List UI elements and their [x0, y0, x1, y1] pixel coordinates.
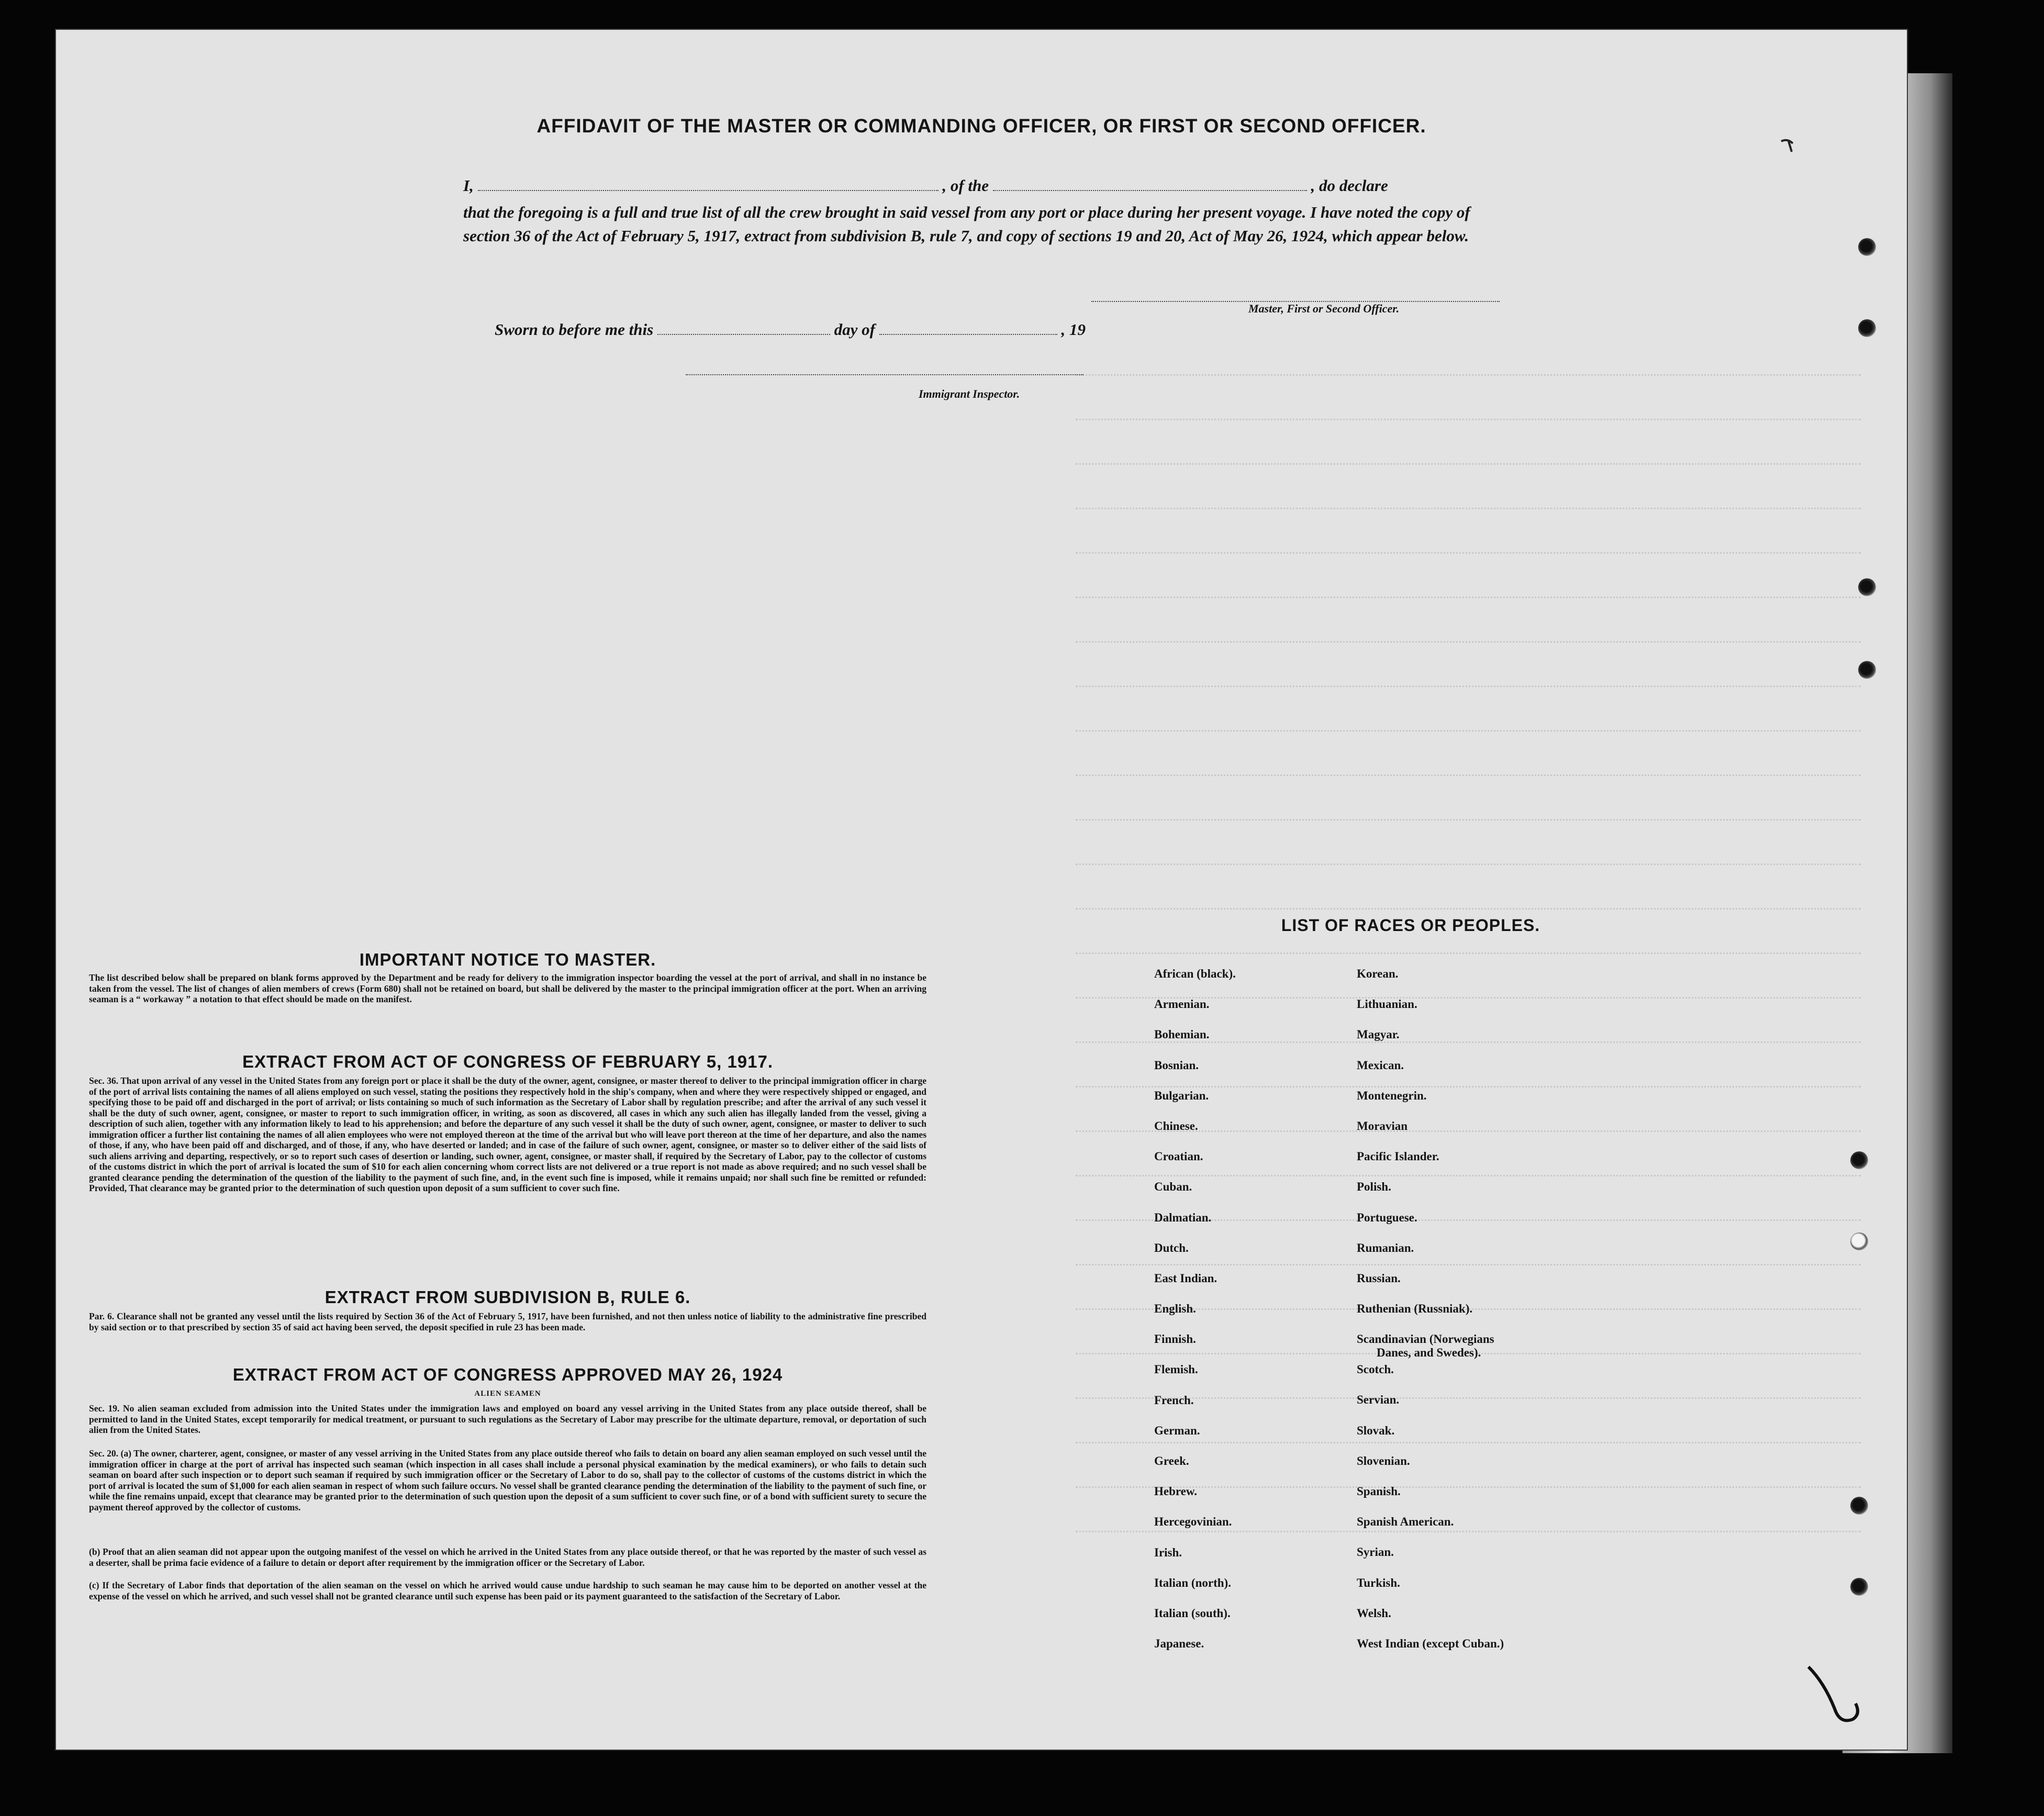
corner-mark-icon — [1777, 136, 1798, 157]
punch-hole-icon — [1858, 578, 1876, 596]
race-left-item: Bosnian. — [1154, 1058, 1199, 1072]
extract-1924-sec20b: (b) Proof that an alien seaman did not appear upon the outgoing manifest of the vessel on which he arrived in the United States from any place outside thereof, or that he was reported by the master of such vessel as a deserter, shall be prima facie evidence of a failure to detain or deport after requirement by the immigration officer or the Secretary of Labor. — [89, 1546, 926, 1568]
race-right-item: Pacific Islander. — [1357, 1150, 1439, 1163]
extract-1924-sec19: Sec. 19. No alien seaman excluded from admission into the United States under the immigration laws and employed on board any vessel arriving in the United States from any place outside thereof, shall be permitted to land in the United States, except temporarily for medical treatment, or pursuant to such regulations as the Secretary of Labor may prescribe for the ultimate departure, removal, or deportation of such alien from the United States. — [89, 1403, 926, 1435]
race-left-item: Croatian. — [1154, 1150, 1203, 1163]
race-left-item: Finnish. — [1154, 1332, 1196, 1346]
extract-rule6-title: EXTRACT FROM SUBDIVISION B, RULE 6. — [325, 1287, 691, 1307]
punch-hole-icon — [1850, 1497, 1868, 1515]
race-left-item: French. — [1154, 1393, 1194, 1407]
sworn-day-field[interactable] — [657, 319, 830, 335]
race-left-item: German. — [1154, 1423, 1200, 1437]
inspector-signature-line[interactable] — [686, 374, 1084, 375]
extract-1917-title: EXTRACT FROM ACT OF CONGRESS OF FEBRUARY 5, 1917. — [242, 1052, 774, 1071]
race-right-item: Moravian — [1357, 1119, 1408, 1133]
extract-1924-subtitle: ALIEN SEAMEN — [474, 1389, 541, 1398]
race-right-item: Mexican. — [1357, 1058, 1404, 1072]
race-right-item: Spanish. — [1357, 1485, 1401, 1498]
races-left-column — [1154, 967, 1353, 1667]
declarant-name-field[interactable] — [478, 175, 939, 191]
race-left-item: Flemish. — [1154, 1363, 1198, 1376]
race-right-item: Turkish. — [1357, 1576, 1400, 1589]
notice-title: IMPORTANT NOTICE TO MASTER. — [359, 950, 656, 969]
sworn-line — [495, 319, 1280, 339]
race-right-item: Servian. — [1357, 1393, 1400, 1407]
race-left-item: Italian (north). — [1154, 1576, 1231, 1589]
extract-1924-sec20a: Sec. 20. (a) The owner, charterer, agent, consignee, or master of any vessel arriving in the United States from any place outside thereof who fails to detain on board any alien seaman employed on such vessel until the immigration officer in charge at the port of arrival has inspected such seaman (which inspection in all cases shall include a personal physical examination by the medical examiners), or who fails to detain such seaman on board after such inspection or to deport such seaman if required by such immigration officer or the Secretary of Labor to do so, shall pay to the collector of customs of the customs district in which the port of arrival is located the sum of $1,000 for each alien seaman in respect of whom such failure occurs. No vessel shall be granted clearance pending the determination of the liability to the payment of such fine, or while the fine remains unpaid, except that clearance may be granted prior to the determination of such question upon the deposit of a sum sufficient to cover such fine, or of a bond with sufficient surety to secure the payment thereof approved by the collector of customs. — [89, 1448, 926, 1512]
punch-hole-icon — [1858, 319, 1876, 337]
race-left-item: English. — [1154, 1302, 1196, 1316]
punch-hole-icon — [1850, 1151, 1868, 1169]
race-right-item: Lithuanian. — [1357, 997, 1417, 1011]
race-right-item: Korean. — [1357, 967, 1399, 980]
race-left-item: Chinese. — [1154, 1119, 1198, 1133]
race-left-item: Bohemian. — [1154, 1028, 1210, 1041]
vessel-prefix: , of the — [942, 176, 989, 195]
extract-rule6-text: Par. 6. Clearance shall not be granted any vessel until the lists required by Section 36 of the Act of February 5, 1917, have been furnished, and not then unless notice of liability to the administrative fine prescribed by said section or to that prescribed by section 35 of said act having been served, the deposit specified in rule 23 has been made. — [89, 1311, 926, 1332]
affidavit-body: that the foregoing is a full and true list of all the crew brought in said vessel from any port or place during her present voyage. I have noted the copy of section 36 of the Act of February 5, 1917, extract from subdivision B, rule 7, and copy of sections 19 and 20, Act of May 26, 1924, which appear below. — [463, 203, 1470, 245]
check-mark-icon — [1803, 1646, 1887, 1740]
race-left-item: Greek. — [1154, 1454, 1189, 1467]
race-right-item: Scandinavian (Norwegians — [1357, 1332, 1494, 1346]
race-left-item: Japanese. — [1154, 1637, 1204, 1651]
race-left-item: Bulgarian. — [1154, 1089, 1209, 1102]
race-left-item: Dutch. — [1154, 1241, 1189, 1254]
race-right-item: Scotch. — [1357, 1363, 1394, 1376]
declaration-line — [463, 175, 1500, 195]
punch-hole-icon — [1858, 238, 1876, 256]
master-signature-label: Master, First or Second Officer. — [1248, 302, 1400, 315]
race-right-item: Polish. — [1357, 1180, 1391, 1194]
race-left-item: Hercegovinian. — [1154, 1515, 1232, 1529]
races-title: LIST OF RACES OR PEOPLES. — [1281, 916, 1540, 935]
sworn-year-label: , 19 — [1061, 320, 1086, 339]
race-left-item: Cuban. — [1154, 1180, 1192, 1194]
sworn-month-field[interactable] — [879, 319, 1057, 335]
race-right-item: Slovenian. — [1357, 1454, 1410, 1467]
race-left-item: Hebrew. — [1154, 1485, 1197, 1498]
affidavit-title: AFFIDAVIT OF THE MASTER OR COMMANDING OFFICER, OR FIRST OR SECOND OFFICER. — [537, 115, 1426, 137]
punch-hole-icon — [1858, 661, 1876, 679]
declarant-prefix: I, — [463, 176, 474, 195]
punch-hole-icon — [1850, 1578, 1868, 1596]
race-left-item: Armenian. — [1154, 997, 1210, 1011]
race-right-item: Russian. — [1357, 1271, 1401, 1285]
race-right-item: Montenegrin. — [1357, 1089, 1427, 1102]
race-left-item: Italian (south). — [1154, 1606, 1231, 1620]
extract-1924-title: EXTRACT FROM ACT OF CONGRESS APPROVED MAY 26, 1924 — [232, 1365, 783, 1384]
race-right-item: Spanish American. — [1357, 1515, 1454, 1529]
punch-hole-icon — [1850, 1232, 1868, 1250]
race-right-item: Rumanian. — [1357, 1241, 1414, 1254]
extract-1924-sec20c: (c) If the Secretary of Labor finds that deportation of the alien seaman on the vessel on which he arrived would cause undue hardship to such seaman he may cause him to be deported on another vessel at the expense of the vessel on which he arrived, and such vessel shall not be granted clearance until such expense has been paid or its payment guaranteed to the satisfaction of the Secretary of Labor. — [89, 1580, 926, 1601]
race-left-item: Irish. — [1154, 1545, 1182, 1559]
race-left-item: Dalmatian. — [1154, 1210, 1212, 1224]
extract-1917-text: Sec. 36. That upon arrival of any vessel in the United States from any foreign port or place it shall be the duty of the owner, agent, consignee, or master thereof to deliver to the principal immigration officer in charge of the port of arrival lists containing the names of all aliens employed on such vessel, stating the positions they respectively hold in the ship's company, when and where they were respectively shipped or engaged, and specifying those to be paid off and discharged in the port of arrival; or lists containing so much of such information as the Secretary of Labor shall by regulation prescribe; and after the arrival of any such vessel it shall be the duty of such owner, agent, consignee, or master to report to such immigration officer, in writing, as soon as discovered, all cases in which any such alien has illegally landed from the vessel, giving a description of such alien, together with any information likely to lead to his apprehension; and before the departure of any such vessel it shall be the duty of such owner, agent, consignee, or master to deliver to such immigration officer a further list containing the names of all alien employees who were not employed thereon at the time of the arrival but who will leave port thereon at the time of her departure, and also the names of those, if any, who have been paid off and discharged, and of those, if any, who have deserted or landed; and in case of the failure of such owner, agent, consignee, or master so to deliver either of the said lists of such aliens arriving and departing, respectively, or so to report such cases of desertion or landing, such owner, agent, consignee, or master shall, if required by the Secretary of Labor, pay to the collector of customs of the customs district in which the port of arrival is located the sum of $10 for each alien concerning whom correct lists are not delivered or a true report is not made as above required; and no such vessel shall be granted clearance pending the determination of the question of the liability to the payment of such fine, and, in the event such fine is imposed, while it remains unpaid; nor shall such fine be remitted or refunded: Provided, That clearance may be granted prior to the determination of such question upon deposit of a sum sufficient to cover such fine. — [89, 1075, 926, 1193]
race-left-item: African (black). — [1154, 967, 1236, 980]
race-right-item: Magyar. — [1357, 1028, 1400, 1041]
notice-text: The list described below shall be prepared on blank forms approved by the Department and be ready for delivery to the immigration inspector boarding the vessel at the port of arrival, and shall in no instance be taken from the vessel. The list of changes of alien members of crews (Form 680) shall not be retained on board, but shall be delivered by the master to the principal immigration officer at the port. When an arriving seaman is a “ workaway ” a notation to that effect should be made on the manifest. — [89, 972, 926, 1004]
race-right-item: West Indian (except Cuban.) — [1357, 1636, 1504, 1650]
declare-suffix: , do declare — [1311, 176, 1388, 195]
inspector-signature-label: Immigrant Inspector. — [919, 387, 1020, 400]
race-right-item: Portuguese. — [1357, 1210, 1417, 1224]
manifest-page — [55, 29, 1908, 1751]
race-right-item: Welsh. — [1357, 1606, 1391, 1620]
vessel-name-field[interactable] — [993, 175, 1307, 191]
races-right-column — [1357, 967, 1556, 1667]
race-right-item: Slovak. — [1357, 1423, 1395, 1437]
race-left-item: East Indian. — [1154, 1271, 1218, 1285]
sworn-prefix: Sworn to before me this — [495, 320, 654, 339]
race-right-item: Danes, and Swedes). — [1377, 1346, 1481, 1360]
sworn-day-label: day of — [834, 320, 875, 339]
race-right-item: Syrian. — [1357, 1545, 1394, 1559]
race-right-item: Ruthenian (Russniak). — [1357, 1302, 1473, 1316]
